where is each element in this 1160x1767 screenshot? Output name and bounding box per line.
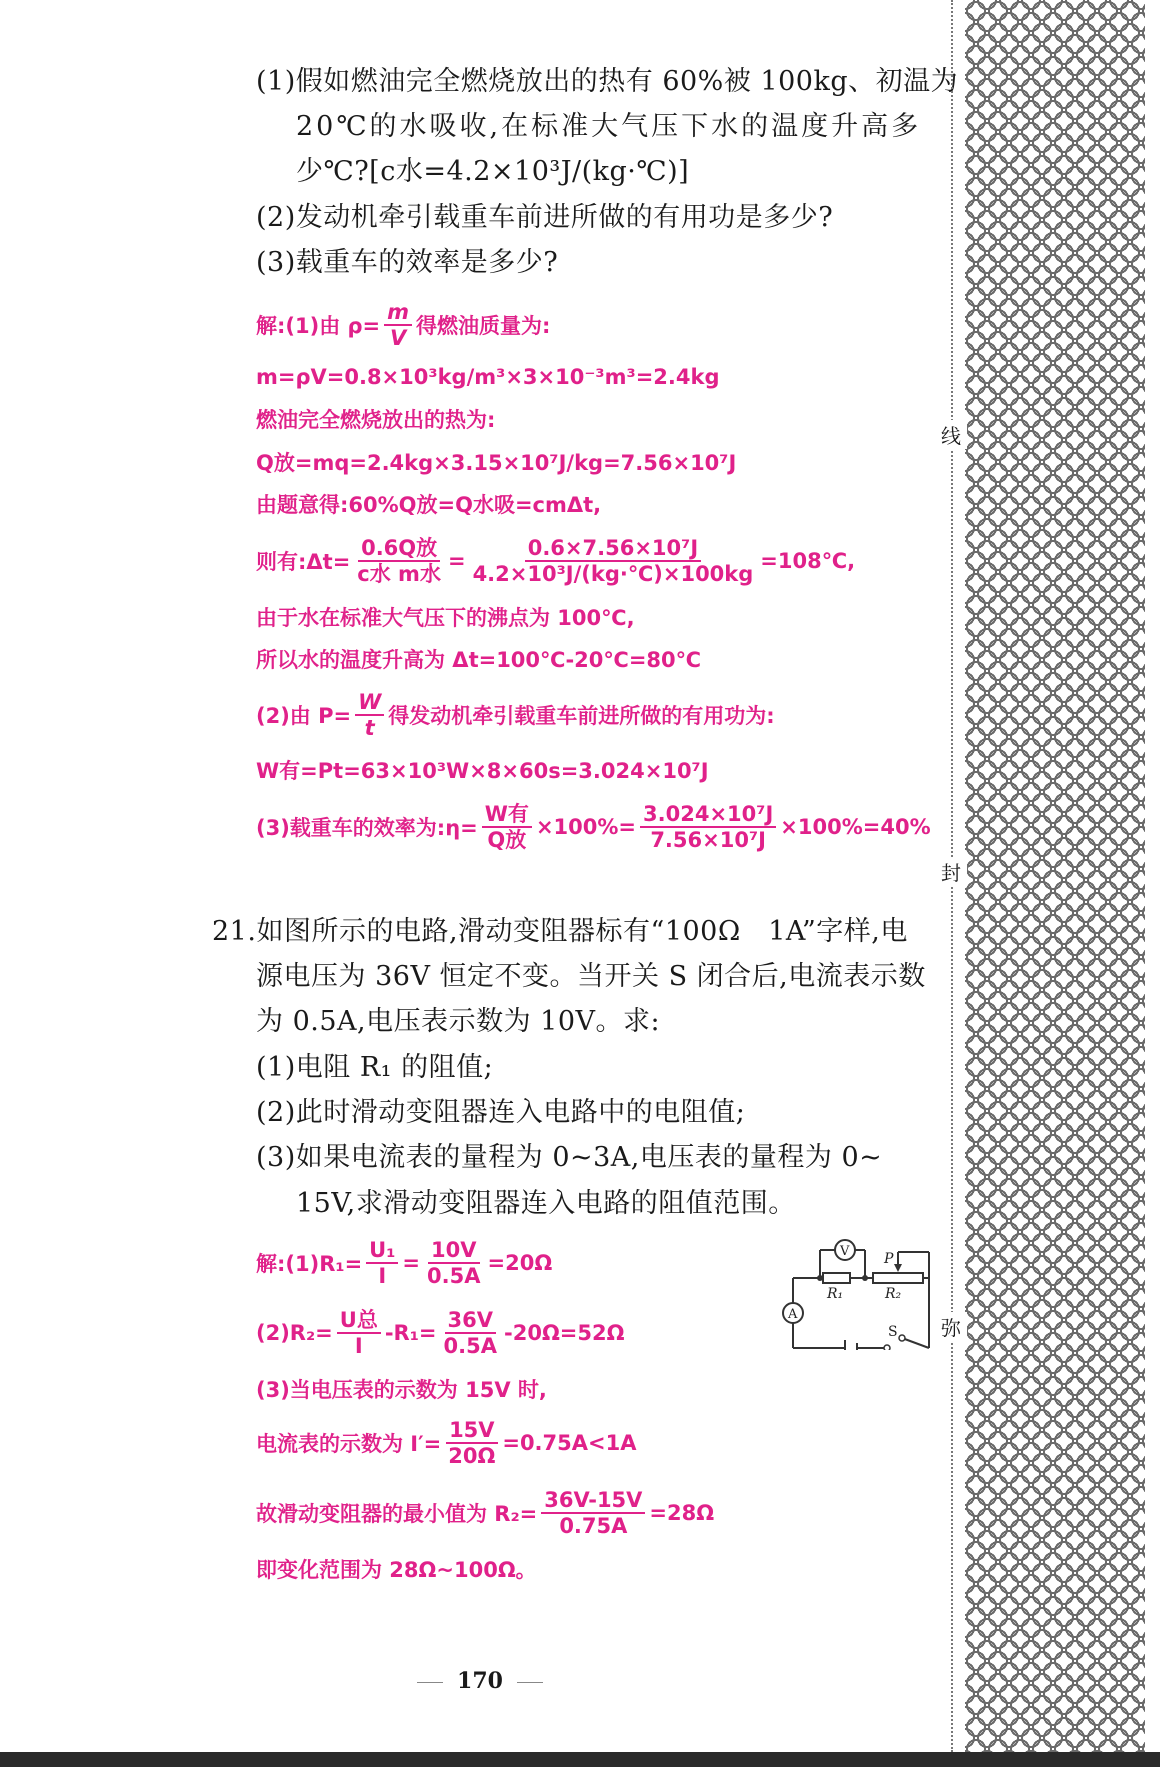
sol21-l5-post: =28Ω xyxy=(649,1501,715,1525)
r2-label: R₂ xyxy=(885,1286,902,1302)
sol20-line9 xyxy=(256,689,775,741)
fraction-36v-over-05a xyxy=(441,1308,500,1358)
q20-part1-line1: (1)假如燃油完全燃烧放出的热有 60%被 100kg、初温为 xyxy=(256,66,959,97)
sol20-l6-pre: 则有:Δt= xyxy=(256,550,351,574)
sol20-line6 xyxy=(256,534,855,588)
sol21-l1-pre: 解:(1)R₁= xyxy=(256,1252,363,1276)
q20-part1-line2: 20℃的水吸收,在标准大气压下水的温度升高多 xyxy=(296,111,922,142)
fraction-m-over-v xyxy=(384,300,412,350)
fraction-efficiency-values xyxy=(640,802,776,852)
sol20-line7: 由于水在标准大气压下的沸点为 100℃, xyxy=(256,606,635,630)
ammeter-label: A xyxy=(788,1307,798,1322)
frac-num: U总 xyxy=(337,1308,381,1334)
decorative-border-pattern xyxy=(965,0,1145,1752)
frac-den: I xyxy=(354,1334,363,1358)
q20-part1-line3: 少℃?[c水=4.2×10³J/(kg·℃)] xyxy=(296,156,690,187)
slider-label: P xyxy=(884,1251,894,1267)
frac-num: m xyxy=(384,300,412,326)
frac-den: c水 m水 xyxy=(357,562,441,586)
q21-line7: 15V,求滑动变阻器连入电路的阻值范围。 xyxy=(296,1188,796,1219)
sol20-line8: 所以水的温度升高为 Δt=100℃-20℃=80℃ xyxy=(256,648,702,672)
sol20-l1-post: 得燃油质量为: xyxy=(416,314,551,338)
frac-den: 7.56×10⁷J xyxy=(650,828,766,852)
frac-den: I xyxy=(378,1264,387,1288)
voltmeter-label: V xyxy=(840,1244,850,1259)
sol20-l1-pre: 解:(1)由 ρ= xyxy=(256,314,381,338)
switch-label: S xyxy=(888,1324,898,1340)
frac-num: W xyxy=(355,690,384,716)
sol20-l6-post: =108℃, xyxy=(760,549,856,573)
page-number: 170 xyxy=(457,1668,503,1694)
sol20-l9-pre: (2)由 P= xyxy=(256,704,352,728)
sol20-l9-post: 得发动机牵引载重车前进所做的有用功为: xyxy=(388,704,775,728)
frac-num: 10V xyxy=(428,1238,479,1264)
q21-line1: 21.如图所示的电路,滑动变阻器标有“100Ω 1A”字样,电 xyxy=(212,916,908,947)
sol21-l4-pre: 电流表的示数为 I′= xyxy=(256,1432,442,1456)
fraction-min-r2 xyxy=(541,1488,645,1538)
frac-num: W有 xyxy=(482,802,532,828)
r1-label: R₁ xyxy=(827,1286,844,1302)
q21-line3: 为 0.5A,电压表示数为 10V。求: xyxy=(256,1006,661,1037)
fraction-15v-over-20ohm xyxy=(445,1418,498,1468)
sol21-l2-mid: -R₁= xyxy=(384,1321,437,1345)
q21-line2: 源电压为 36V 恒定不变。当开关 S 闭合后,电流表示数 xyxy=(256,961,926,992)
fraction-utotal-over-i xyxy=(337,1308,381,1358)
sol20-line3: 燃油完全燃烧放出的热为: xyxy=(256,408,496,432)
q21-line5: (2)此时滑动变阻器连入电路中的电阻值; xyxy=(256,1097,746,1128)
sol21-line1 xyxy=(256,1236,552,1290)
circuit-diagram xyxy=(775,1230,935,1350)
q20-part3: (3)载重车的效率是多少? xyxy=(256,247,559,278)
q21-line4: (1)电阻 R₁ 的阻值; xyxy=(256,1052,494,1083)
frac-num: 0.6Q放 xyxy=(358,536,440,562)
sol20-line10: W有=Pt=63×10³W×8×60s=3.024×10⁷J xyxy=(256,759,709,783)
sol20-l11-post: ×100%=40% xyxy=(780,815,931,839)
frac-den: 0.5A xyxy=(427,1264,481,1288)
frac-num: 0.6×7.56×10⁷J xyxy=(525,536,701,562)
frac-num: 15V xyxy=(446,1418,497,1444)
q21-line6: (3)如果电流表的量程为 0~3A,电压表的量程为 0~ xyxy=(256,1142,883,1173)
sol21-line3: (3)当电压表的示数为 15V 时, xyxy=(256,1378,547,1402)
fraction-values xyxy=(470,536,757,586)
margin-char-mi: 弥 xyxy=(935,1312,967,1341)
frac-den: 0.5A xyxy=(443,1334,497,1358)
frac-num: 36V-15V xyxy=(541,1488,645,1514)
frac-num: 36V xyxy=(445,1308,496,1334)
sol21-l2-pre: (2)R₂= xyxy=(256,1321,333,1345)
sol21-l5-pre: 故滑动变阻器的最小值为 R₂= xyxy=(256,1502,538,1526)
frac-num: 3.024×10⁷J xyxy=(640,802,776,828)
frac-num: U₁ xyxy=(366,1238,398,1264)
margin-char-feng: 封 xyxy=(935,857,967,886)
frac-den: V xyxy=(389,326,407,350)
frac-den: Q放 xyxy=(487,828,527,852)
slider-arrow xyxy=(894,1264,902,1272)
footer-dash-left xyxy=(417,1682,443,1683)
q20-part2: (2)发动机牵引载重车前进所做的有用功是多少? xyxy=(256,202,834,233)
sol20-line5: 由题意得:60%Q放=Q水吸=cmΔt, xyxy=(256,493,602,517)
fraction-w-over-t xyxy=(355,690,384,740)
sol20-l11-mid: ×100%= xyxy=(535,815,637,839)
sol21-l1-post: =20Ω xyxy=(487,1251,553,1275)
frac-den: 4.2×10³J/(kg·℃)×100kg xyxy=(472,562,754,586)
frac-den: 0.75A xyxy=(559,1514,628,1538)
fraction-u1-over-i xyxy=(366,1238,398,1288)
sol21-l4-post: =0.75A<1A xyxy=(502,1431,637,1455)
sol21-line2 xyxy=(256,1306,624,1360)
sol21-l2-post: -20Ω=52Ω xyxy=(504,1321,625,1345)
sol20-line1 xyxy=(256,300,550,350)
sol21-line4 xyxy=(256,1416,636,1470)
fraction-10v-over-05a xyxy=(424,1238,483,1288)
equals: = xyxy=(447,549,466,573)
resistor-r2 xyxy=(873,1273,923,1283)
frac-den: 20Ω xyxy=(448,1444,496,1468)
footer-dash-right xyxy=(517,1682,543,1683)
fraction-efficiency xyxy=(482,802,532,852)
sol20-line2: m=ρV=0.8×10³kg/m³×3×10⁻³m³=2.4kg xyxy=(256,365,720,389)
sol20-line11 xyxy=(256,800,931,854)
page-footer xyxy=(0,1668,960,1694)
resistor-r1 xyxy=(823,1273,850,1283)
frac-den: t xyxy=(364,716,375,740)
fraction-heat xyxy=(354,536,444,586)
margin-char-xian: 线 xyxy=(935,420,967,449)
bottom-bar xyxy=(0,1752,1160,1767)
sol21-line6: 即变化范围为 28Ω~100Ω。 xyxy=(256,1558,537,1582)
sol21-line5 xyxy=(256,1486,714,1540)
sol20-line4: Q放=mq=2.4kg×3.15×10⁷J/kg=7.56×10⁷J xyxy=(256,451,737,475)
sol20-l11-pre: (3)载重车的效率为:η= xyxy=(256,816,478,840)
equals: = xyxy=(402,1251,421,1275)
